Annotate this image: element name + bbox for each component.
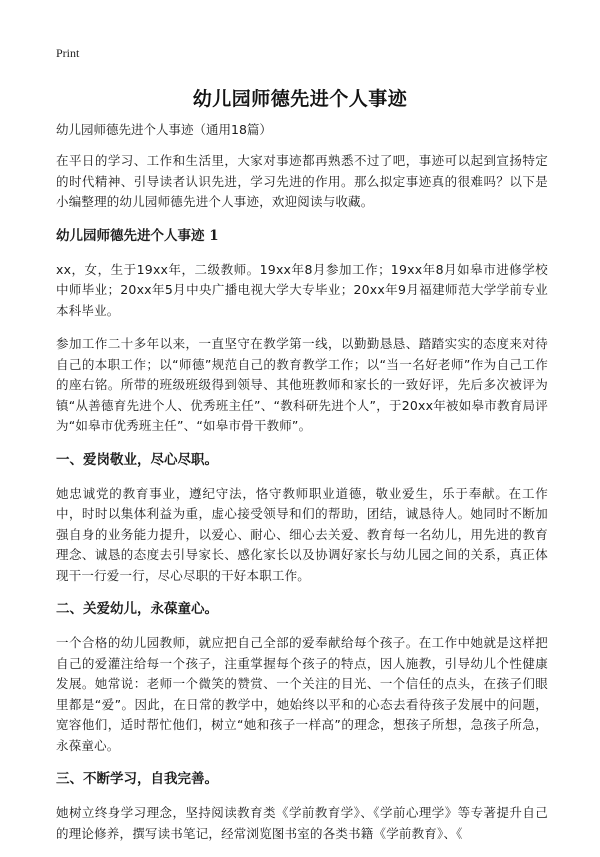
career-paragraph: 参加工作二十多年以来，一直坚守在教学第一线，以勤勤恳恳、踏踏实实的态度来对待自己的本职工作；以“师德”规范自己的教育教学工作；以“当一名好老师”作为自己工作的座右铭。所带的班级班级得到领导、其他班教师和家长的一致好评，先后多次被评为镇“从善德育先进个人、优秀班主任”、“教科研先进个人”，于20xx年被如皋市教育局评为“如皋市优秀班主任”、“如皋市骨干教师”。 — [56, 336, 548, 433]
subsection-paragraph: 一个合格的幼儿园教师，就应把自己全部的爱奉献给每个孩子。在工作中她就是这样把自己的爱灌注给每一个孩子，注重掌握每个孩子的特点，因人施教，引导幼儿个性健康发展。她常说：老师一个微笑的赞赏、一个关注的目光、一个信任的点头，在孩子们眼里都是“爱”。因此，在日常的教学中，她始终以平和的心态去看待孩子发展中的问题，宽容他们，适时帮忙他们，树立“她和孩子一样高”的理念，想孩子所想，急孩子所急，永葆童心。 — [56, 635, 548, 753]
print-label[interactable]: Print — [56, 46, 80, 60]
section-heading: 幼儿园师德先进个人事迹 1 — [56, 227, 219, 244]
subsection-heading: 二、关爱幼儿，永葆童心。 — [56, 601, 218, 617]
bio-paragraph: xx，女，生于19xx年，二级教师。19xx年8月参加工作；19xx年8月如皋市进修学校中师毕业；20xx年5月中央广播电视大学大专毕业；20xx年9月福建师范大学学前专业本科毕业。 — [56, 261, 548, 318]
subsection-paragraph: 她忠诚党的教育事业，遵纪守法，恪守教师职业道德，敬业爱生，乐于奉献。在工作中，时时以集体利益为重，虚心接受领导和们的帮助，团结，诚恳待人。她同时不断加强自身的业务能力提升，以爱心、耐心、细心去关爱、教育每一名幼儿，用先进的教育理念、诚恳的态度去引导家长、感化家长以及协调好家长与幼儿园之间的关系，真正体现干一行爱一行，尽心尽职的干好本职工作。 — [56, 485, 548, 583]
subsection-heading: 三、不断学习，自我完善。 — [56, 771, 218, 787]
subsection-heading: 一、爱岗敬业，尽心尽职。 — [56, 451, 218, 468]
document-title: 幼儿园师德先进个人事迹 — [192, 88, 408, 110]
subsection-paragraph: 她树立终身学习理念，坚持阅读教育类《学前教育学》、《学前心理学》等专著提升自己的理论修养，撰写读书笔记，经常浏览图书室的各类书籍《学前教育》、《 — [56, 805, 548, 841]
document-subtitle: 幼儿园师德先进个人事迹（通用18篇） — [56, 122, 272, 137]
document-body — [56, 120, 548, 857]
intro-paragraph: 在平日的学习、工作和生活里，大家对事迹都再熟悉不过了吧，事迹可以起到宣扬特定的时代精神、引导读者认识先进，学习先进的作用。那么拟定事迹真的很难吗？以下是小编整理的幼儿园师德先进个人事迹，欢迎阅读与收藏。 — [56, 153, 548, 209]
